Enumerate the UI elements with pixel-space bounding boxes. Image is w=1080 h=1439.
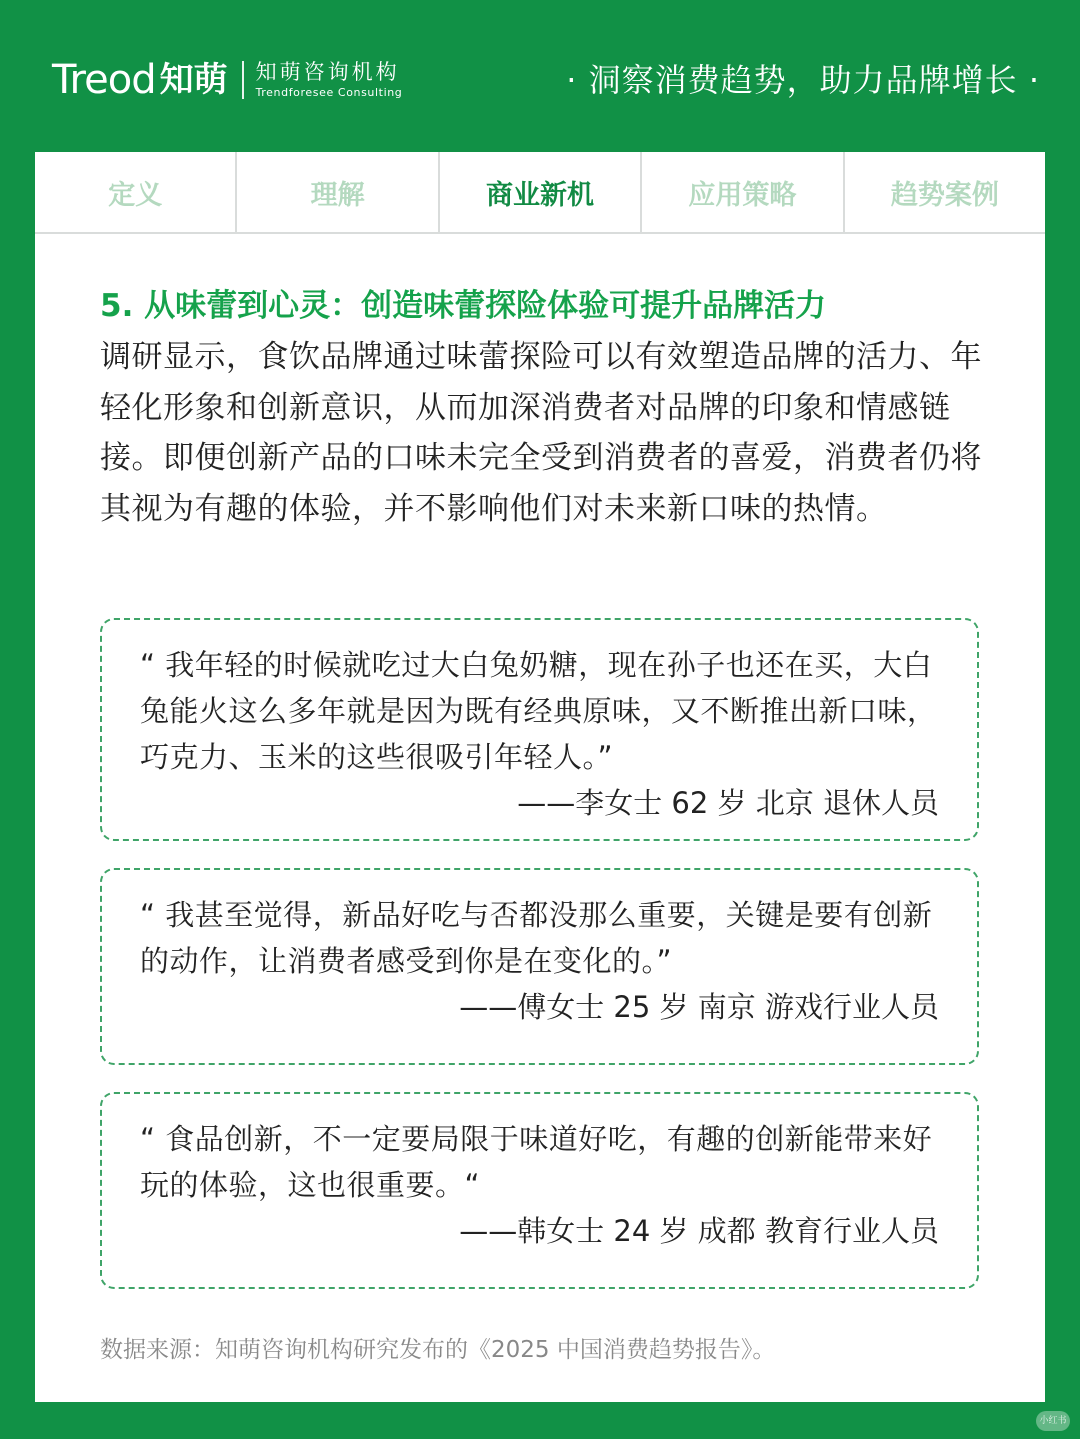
quote-box: [100, 1092, 979, 1289]
tab-business-opportunity[interactable]: 商业新机: [440, 152, 642, 232]
org-name-cn: 知萌咨询机构: [255, 60, 400, 84]
quote-text: “ 食品创新，不一定要局限于味道好吃，有趣的创新能带来好玩的体验，这也很重要。“: [140, 1122, 933, 1202]
page-header: [0, 0, 1080, 152]
logo-wordmark: Treod: [52, 57, 156, 103]
quote-attribution: ——韩女士 24 岁 成都 教育行业人员: [459, 1214, 939, 1248]
slogan: · 洞察消费趋势，助力品牌增长 ·: [566, 61, 1040, 99]
quote-box: [100, 868, 979, 1065]
tab-definition[interactable]: 定义: [35, 152, 237, 232]
logo-cn: 知萌: [159, 60, 228, 100]
section-body: 调研显示，食饮品牌通过味蕾探险可以有效塑造品牌的活力、年轻化形象和创新意识，从而加深消费者对品牌的印象和情感链接。即便创新产品的口味未完全受到消费者的喜爱，消费者仍将其视为有趣的体验，并不影响他们对未来新口味的热情。: [100, 339, 982, 527]
quote-attribution: ——傅女士 25 岁 南京 游戏行业人员: [459, 990, 939, 1024]
section-tabs: [35, 152, 1045, 234]
brand-divider: [242, 61, 244, 99]
tab-trend-cases[interactable]: 趋势案例: [890, 179, 999, 211]
tab-application-strategy[interactable]: 应用策略: [642, 152, 844, 232]
quote-attribution: ——李女士 62 岁 北京 退休人员: [517, 786, 939, 820]
org-name: [256, 59, 403, 101]
section-title: 5. 从味蕾到心灵：创造味蕾探险体验可提升品牌活力: [100, 288, 827, 324]
quote-text: “ 我年轻的时候就吃过大白兔奶糖，现在孙子也还在买，大白兔能火这么多年就是因为既有经典原味，又不断推出新口味，巧克力、玉米的这些很吸引年轻人。”: [140, 648, 937, 774]
data-source-note: 数据来源：知萌咨询机构研究发布的《2025 中国消费趋势报告》。: [100, 1337, 776, 1363]
tab-understanding[interactable]: 理解: [237, 152, 439, 232]
org-name-en: Trendforesee Consulting: [255, 86, 403, 99]
quote-text: “ 我甚至觉得，新品好吃与否都没那么重要，关键是要有创新的动作，让消费者感受到你是在变化的。”: [140, 898, 933, 978]
quote-box: [100, 618, 979, 841]
brand-logo[interactable]: [52, 56, 402, 104]
content-card: [35, 152, 1045, 1402]
watermark-badge: 小红书: [1036, 1411, 1070, 1431]
